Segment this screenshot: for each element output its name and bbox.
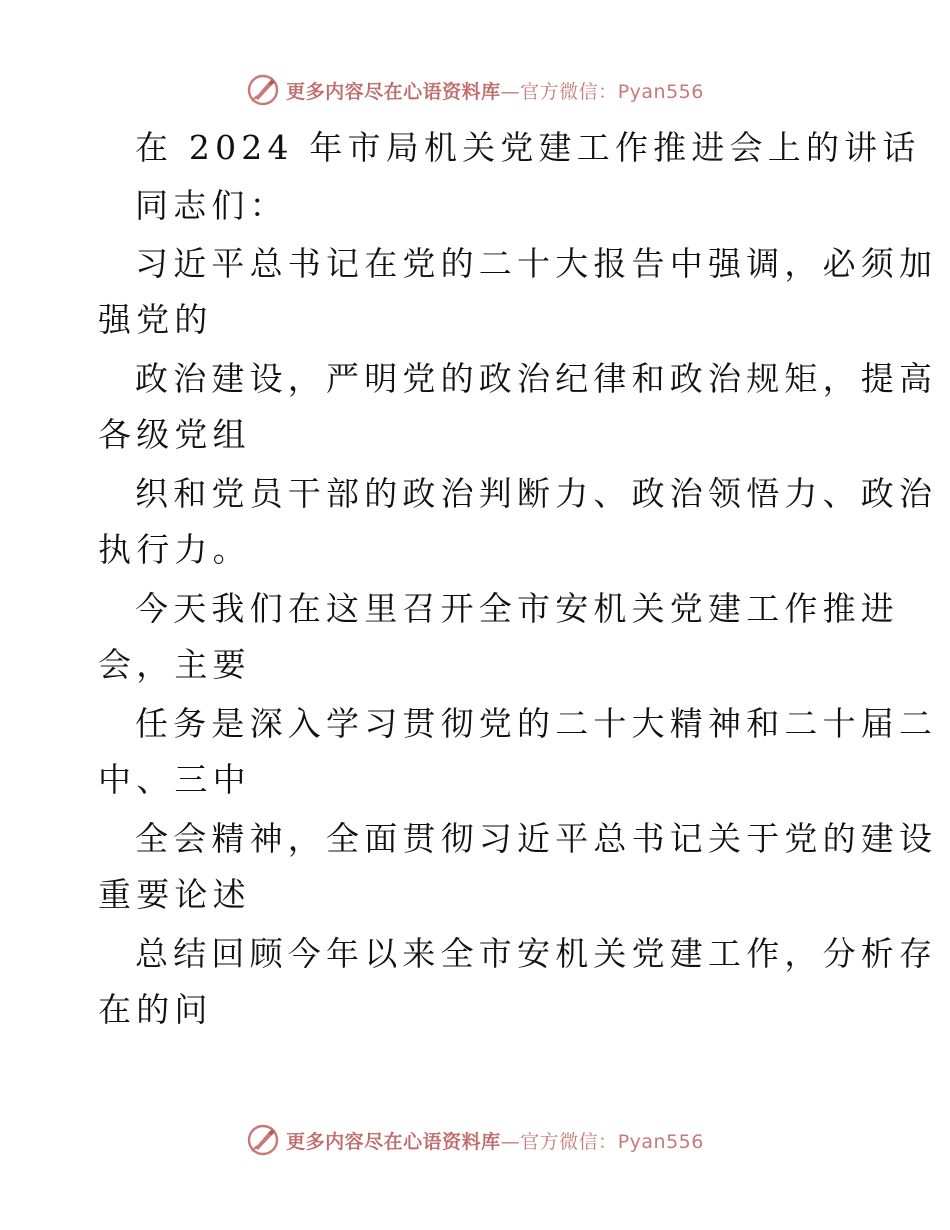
watermark-main-text: 更多内容尽在心语资料库 [286, 1130, 501, 1153]
paragraph-line: 政治建设，严明党的政治纪律和政治规矩，提高 [135, 359, 938, 398]
watermark-text [286, 1127, 704, 1154]
watermark-contact-label: 官方微信： [520, 80, 618, 103]
pen-logo-icon [246, 1123, 280, 1157]
watermark-contact-id: Pyan556 [617, 80, 704, 103]
watermark-separator: — [500, 1130, 521, 1153]
salutation: 同志们： [135, 186, 288, 225]
paragraph-line: 总结回顾今年以来全市安机关党建工作，分析存 [135, 934, 938, 973]
document-title: 在 2024 年市局机关党建工作推进会上的讲话 [135, 128, 921, 167]
paragraph-line: 会，主要 [98, 645, 251, 684]
paragraph-line: 强党的 [98, 300, 213, 339]
paragraph-line: 中、三中 [98, 760, 251, 799]
pen-logo-icon [246, 73, 280, 107]
header-watermark [0, 70, 950, 110]
paragraph-line: 执行力。 [98, 530, 251, 569]
paragraph-line: 重要论述 [98, 875, 251, 914]
watermark-contact-id: Pyan556 [617, 1130, 704, 1153]
watermark-main-text: 更多内容尽在心语资料库 [286, 80, 501, 103]
paragraph-line: 全会精神，全面贯彻习近平总书记关于党的建设 [135, 819, 938, 858]
paragraph-line: 今天我们在这里召开全市安机关党建工作推进 [135, 589, 899, 628]
paragraph-line: 织和党员干部的政治判断力、政治领悟力、政治 [135, 474, 938, 513]
watermark-content [246, 1123, 704, 1157]
paragraph-line: 任务是深入学习贯彻党的二十大精神和二十届二 [135, 704, 938, 743]
watermark-separator: — [500, 80, 521, 103]
footer-watermark [0, 1120, 950, 1160]
watermark-content [246, 73, 704, 107]
paragraph-line: 习近平总书记在党的二十大报告中强调，必须加 [135, 244, 938, 283]
watermark-text [286, 77, 704, 104]
watermark-contact-label: 官方微信： [520, 1130, 618, 1153]
paragraph-line: 在的问 [98, 990, 213, 1029]
paragraph-line: 各级党组 [98, 415, 251, 454]
